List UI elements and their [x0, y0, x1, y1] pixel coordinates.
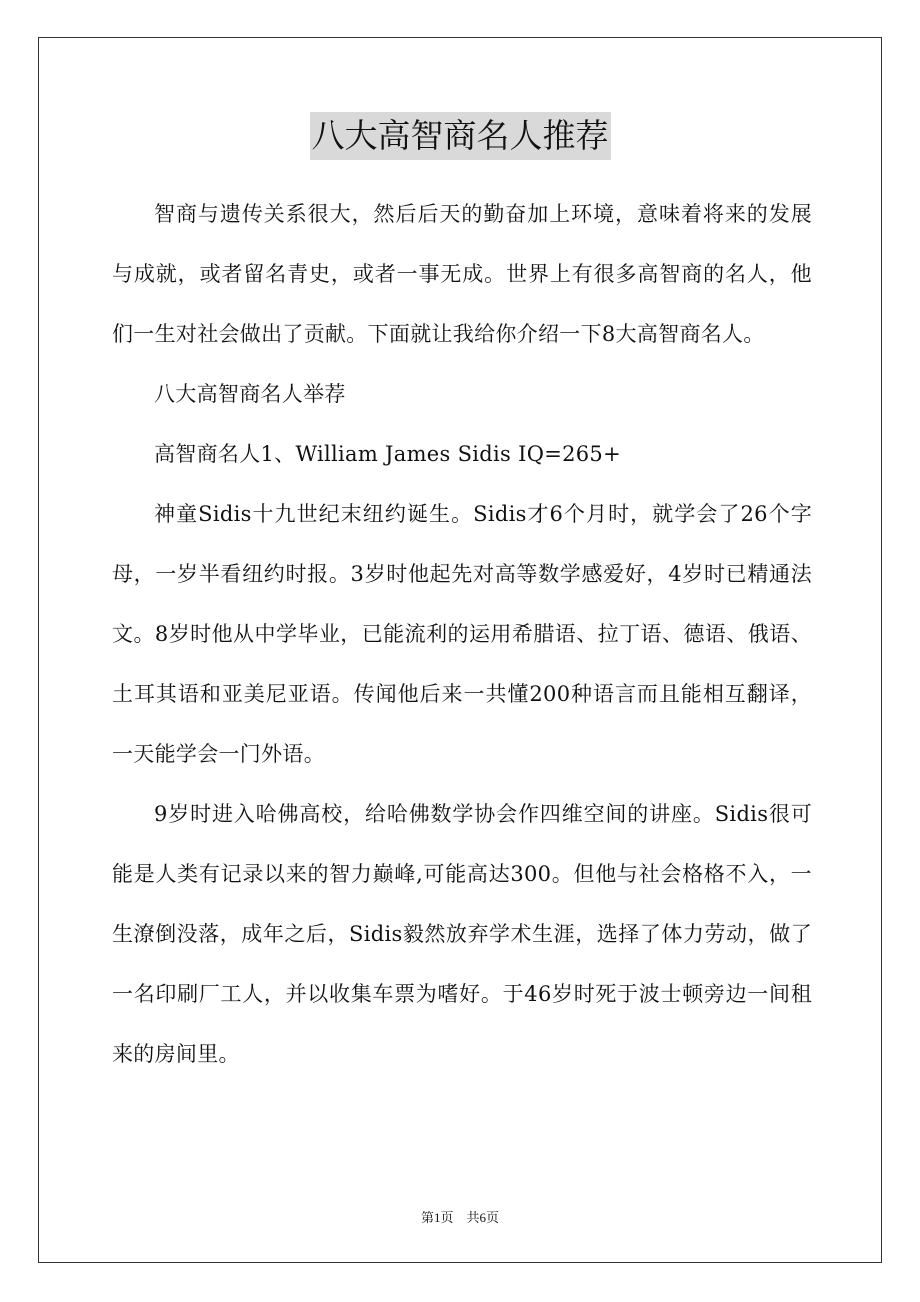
section-heading: 八大高智商名人举荐 — [154, 382, 346, 406]
subsection-heading: 高智商名人1、William James Sidis IQ=265+ — [154, 442, 621, 466]
page-footer — [0, 1207, 920, 1226]
document-title: 八大高智商名人推荐 — [310, 112, 611, 160]
title-wrap — [0, 112, 920, 160]
paragraph-sidis-harvard: 9岁时进入哈佛高校，给哈佛数学协会作四维空间的讲座。Sidis很可能是人类有记录以来的智力巅峰,可能高达300。但他与社会格格不入，一生潦倒没落，成年之后，Sidis毅然放弃学术生涯，选择了体力劳动，做了一名印刷厂工人，并以收集车票为嗜好。于46岁时死于波士顿旁边一间租来的房间里。 — [112, 802, 812, 1066]
page-number: 第1页 共6页 — [420, 1210, 499, 1225]
paragraph-intro: 智商与遗传关系很大，然后后天的勤奋加上环境，意味着将来的发展与成就，或者留名青史，或者一事无成。世界上有很多高智商的名人，他们一生对社会做出了贡献。下面就让我给你介绍一下8大高智商名人。 — [112, 202, 812, 346]
paragraph-sidis-childhood: 神童Sidis十九世纪末纽约诞生。Sidis才6个月时，就学会了26个字母，一岁半看纽约时报。3岁时他起先对高等数学感爱好，4岁时已精通法文。8岁时他从中学毕业，已能流利的运用希腊语、拉丁语、德语、俄语、土耳其语和亚美尼亚语。传闻他后来一共懂200种语言而且能相互翻译，一天能学会一门外语。 — [112, 502, 812, 766]
document-body — [112, 184, 812, 1084]
